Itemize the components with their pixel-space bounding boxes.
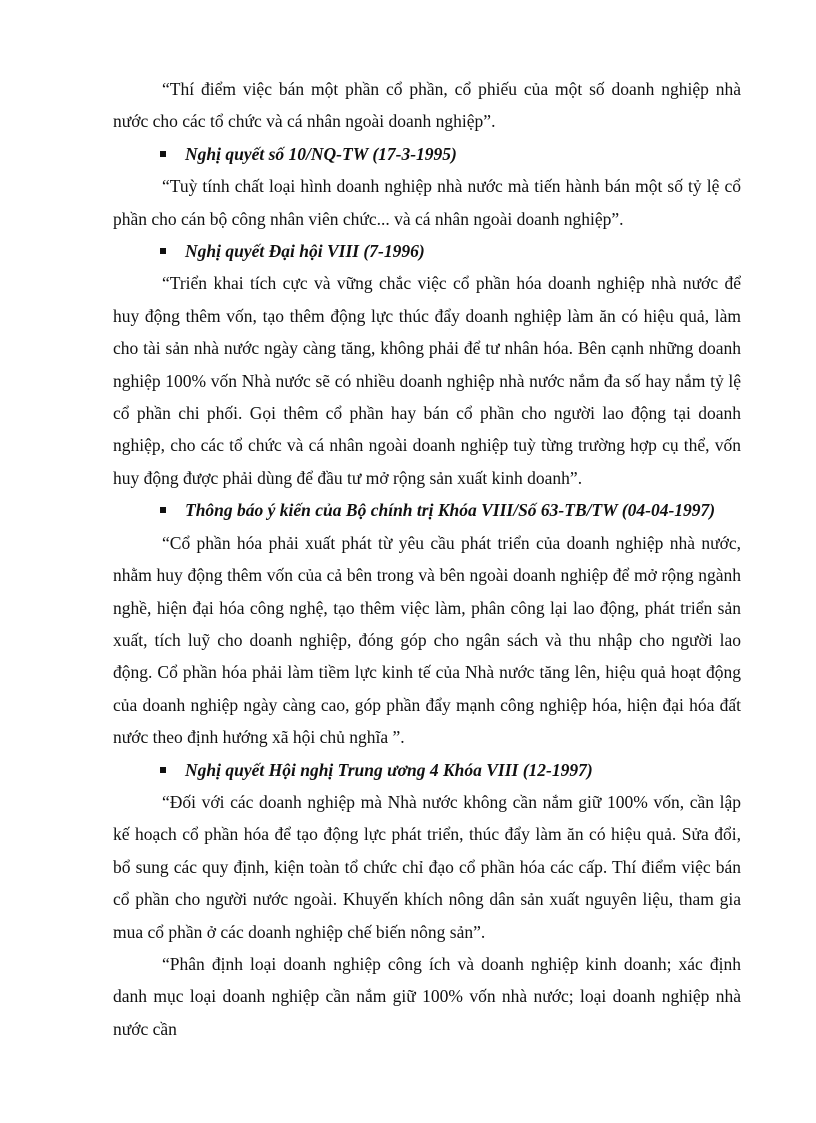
section-heading-text: Nghị quyết Hội nghị Trung ương 4 Khóa VIII (12-1997) bbox=[185, 759, 593, 780]
square-bullet-icon bbox=[160, 507, 166, 513]
section-heading-4 bbox=[113, 754, 741, 786]
square-bullet-icon bbox=[160, 248, 166, 254]
section-heading-2 bbox=[113, 235, 741, 267]
quote-paragraph-4: “Cổ phần hóa phải xuất phát từ yêu cầu phát triển của doanh nghiệp nhà nước, nhằm huy động thêm vốn của cả bên trong và bên ngoài doanh nghiệp để mở rộng ngành nghề, hiện đại hóa công nghệ, tạo thêm việc làm, phân công lại lao động, phát triển sản xuất, tích luỹ cho doanh nghiệp, đóng góp cho ngân sách và thu nhập cho người lao động. Cổ phần hóa phải làm tiềm lực kinh tế của Nhà nước tăng lên, hiệu quả hoạt động của doanh nghiệp ngày càng cao, góp phần đẩy mạnh công nghiệp hóa, hiện đại hóa đất nước theo định hướng xã hội chủ nghĩa ”. bbox=[113, 532, 741, 748]
quote-paragraph-3: “Triển khai tích cực và vững chắc việc cổ phần hóa doanh nghiệp nhà nước để huy động thêm vốn, tạo thêm động lực thúc đẩy doanh nghiệp làm ăn có hiệu quả, làm cho tài sản nhà nước ngày càng tăng, không phải để tư nhân hóa. Bên cạnh những doanh nghiệp 100% vốn Nhà nước sẽ có nhiều doanh nghiệp nhà nước nắm đa số hay nắm tỷ lệ cổ phần chi phối. Gọi thêm cổ phần hay bán cổ phần cho người lao động tại doanh nghiệp, cho các tổ chức và cá nhân ngoài doanh nghiệp tuỳ từng trường hợp cụ thể, vốn huy động được phải dùng để đầu tư mở rộng sản xuất kinh doanh”. bbox=[113, 273, 741, 488]
square-bullet-icon bbox=[160, 767, 166, 773]
document-body bbox=[113, 73, 741, 1045]
square-bullet-icon bbox=[160, 151, 166, 157]
section-heading-text: Thông báo ý kiến của Bộ chính trị Khóa VIII/Số 63-TB/TW (04-04-1997) bbox=[185, 500, 716, 521]
section-heading-1 bbox=[113, 138, 741, 170]
section-heading-text: Nghị quyết Đại hội VIII (7-1996) bbox=[185, 241, 425, 262]
quote-paragraph-1: “Thí điểm việc bán một phần cổ phần, cổ phiếu của một số doanh nghiệp nhà nước cho các tổ chức và cá nhân ngoài doanh nghiệp”. bbox=[113, 79, 741, 132]
quote-paragraph-2: “Tuỳ tính chất loại hình doanh nghiệp nhà nước mà tiến hành bán một số tỷ lệ cổ phần cho cán bộ công nhân viên chức... và cá nhân ngoài doanh nghiệp”. bbox=[113, 176, 741, 229]
section-heading-3 bbox=[113, 494, 741, 526]
quote-paragraph-5: “Đối với các doanh nghiệp mà Nhà nước không cần nắm giữ 100% vốn, cần lập kế hoạch cổ phần hóa để tạo động lực phát triển, thúc đẩy làm ăn có hiệu quả. Sửa đổi, bổ sung các quy định, kiện toàn tổ chức chỉ đạo cổ phần hóa các cấp. Thí điểm việc bán cổ phần cho người nước ngoài. Khuyến khích nông dân sản xuất nguyên liệu, tham gia mua cổ phần ở các doanh nghiệp chế biến nông sản”. bbox=[113, 791, 741, 942]
section-heading-text: Nghị quyết số 10/NQ-TW (17-3-1995) bbox=[185, 143, 457, 164]
quote-paragraph-6: “Phân định loại doanh nghiệp công ích và doanh nghiệp kinh doanh; xác định danh mục loại doanh nghiệp cần nắm giữ 100% vốn nhà nước; loại doanh nghiệp nhà nước cần bbox=[113, 953, 741, 1039]
